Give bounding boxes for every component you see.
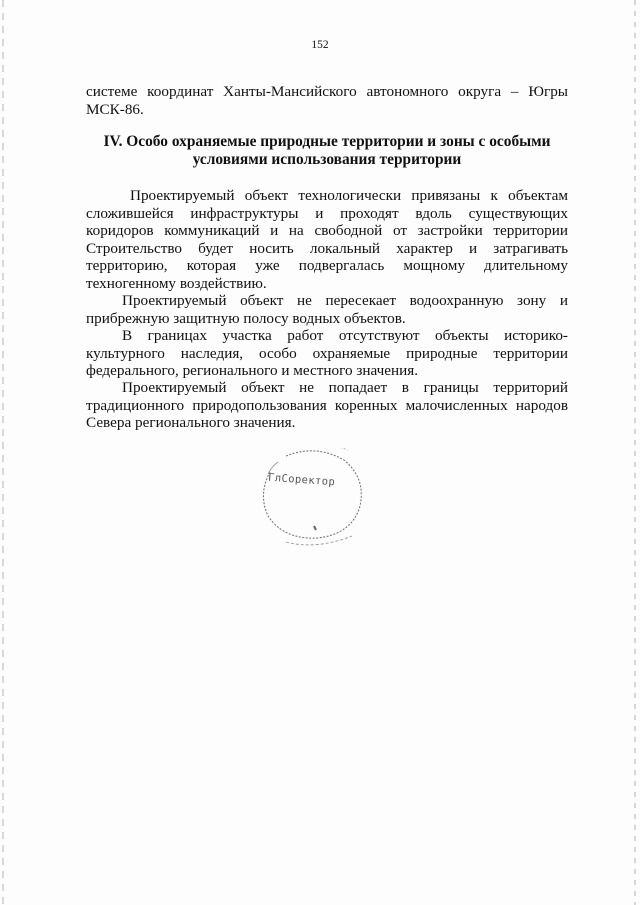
page-number: 152 [311,39,329,51]
scan-edge-left [2,0,4,905]
intro-line: системе координат Ханты-Мансийского автономного округа – Югры [86,83,568,100]
paragraph-line: техногенному воздействию. [86,274,267,292]
paragraph-line: территорию, которая уже подвергалась мощному длительному [86,257,568,275]
paragraph-line: федерального, регионального и местного значения. [86,362,419,380]
scan-edge-right [634,0,636,905]
paragraph-line: прибрежную защитную полосу водных объектов. [86,309,406,327]
paragraph-line: Проектируемый объект не попадает в границы территорий [122,379,568,396]
paragraph-line: коридоров коммуникаций и на свободной от застройки территории [86,222,568,240]
paragraph-1 [86,187,568,293]
intro-text [86,83,568,118]
paragraph-2 [86,292,568,327]
paragraph-line: В границах участка работ отсутствуют объекты историко- [122,327,568,344]
paragraph-line: культурного наследия, особо охраняемые природные территории [86,344,568,362]
paragraph-line: Строительство будет носить локальный характер и затрагивать [86,239,568,257]
section-heading [86,133,568,169]
paragraph-line: Севера регионального значения. [86,414,296,432]
paragraph-line: сложившейся инфраструктуры и проходят вдоль существующих [86,204,568,222]
stamp-text: ГлСоректор [267,471,336,489]
section-heading-line: условиями использования территории [192,151,462,168]
stamp [256,448,368,548]
paragraph-4 [86,379,568,432]
paragraph-3 [86,327,568,380]
intro-line: МСК-86. [86,100,144,118]
section-heading-line: IV. Особо охраняемые природные территории и зоны с особыми [103,133,551,150]
paragraph-line: Проектируемый объект не пересекает водоохранную зону и [122,292,568,309]
paragraph-line: традиционного природопользования коренных малочисленных народов [86,396,568,414]
paragraph-line: Проектируемый объект технологически привязаны к объектам [130,187,568,204]
stamp-circle-icon [256,448,368,548]
